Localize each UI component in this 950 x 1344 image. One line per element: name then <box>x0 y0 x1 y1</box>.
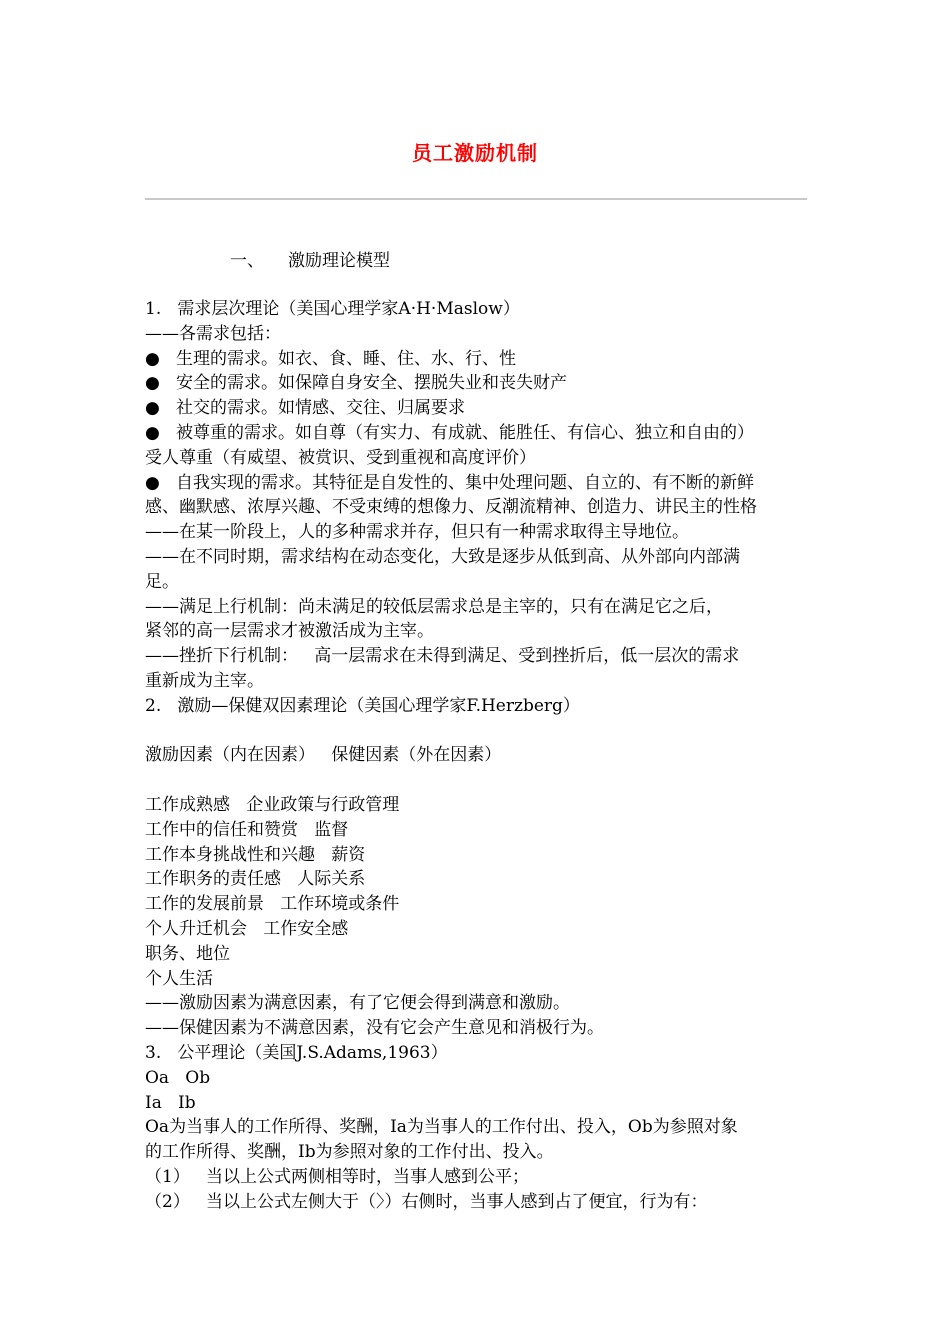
text-line: ——各需求包括： <box>145 323 281 344</box>
blank-line <box>145 719 813 744</box>
section-heading <box>230 246 390 271</box>
text-line: ——满足上行机制：尚未满足的较低层需求总是主宰的，只有在满足它之后， <box>145 596 723 617</box>
text-line: ——在某一阶段上，人的多种需求并存，但只有一种需求取得主导地位。 <box>145 522 689 543</box>
text-line: 工作的发展前景 工作环境或条件 <box>145 894 400 915</box>
text-line: 感、幽默感、浓厚兴趣、不受束缚的想像力、反潮流精神、创造力、讲民主的性格 <box>145 497 757 518</box>
document-body <box>145 297 813 1214</box>
text-line: 1. 需求层次理论（美国心理学家A·H·Maslow） <box>145 299 520 319</box>
section-number: 一、 <box>230 251 264 271</box>
text-line: ——在不同时期，需求结构在动态变化，大致是逐步从低到高、从外部向内部满 <box>145 546 740 567</box>
text-line: Oa Ob <box>145 1067 211 1088</box>
text-line: Oa为当事人的工作所得、奖酬，Ia为当事人的工作付出、投入，Ob为参照对象 <box>145 1117 738 1138</box>
text-line: ● 社交的需求。如情感、交往、归属要求 <box>145 398 466 419</box>
text-line: （2） 当以上公式左侧大于（〉）右侧时，当事人感到占了便宜，行为有： <box>145 1191 708 1212</box>
text-line: ● 被尊重的需求。如自尊（有实力、有成就、能胜任、有信心、独立和自由的） <box>145 422 755 443</box>
section-heading-text: 激励理论模型 <box>288 251 390 271</box>
text-line: 激励因素（内在因素） 保健因素（外在因素） <box>145 745 502 766</box>
text-line: 重新成为主宰。 <box>145 670 264 691</box>
text-line: （1） 当以上公式两侧相等时，当事人感到公平； <box>145 1166 530 1187</box>
text-line: 受人尊重（有威望、被赏识、受到重视和高度评价） <box>145 447 536 468</box>
text-line: ——激励因素为满意因素，有了它便会得到满意和激励。 <box>145 993 570 1014</box>
text-line: ——保健因素为不满意因素，没有它会产生意见和消极行为。 <box>145 1018 604 1039</box>
blank-line <box>145 768 813 793</box>
text-line: 的工作所得、奖酬，Ib为参照对象的工作付出、投入。 <box>145 1142 554 1163</box>
text-line: ● 安全的需求。如保障自身安全、摆脱失业和丧失财产 <box>145 373 568 394</box>
text-line: 职务、地位 <box>145 943 230 964</box>
text-line: 工作职务的责任感 人际关系 <box>145 869 366 890</box>
document-title: 员工激励机制 <box>412 141 538 165</box>
text-line: 2. 激励—保健双因素理论（美国心理学家F.Herzberg） <box>145 695 580 716</box>
text-line: 个人生活 <box>145 968 213 989</box>
text-line: 工作成熟感 企业政策与行政管理 <box>145 794 400 815</box>
text-line: 紧邻的高一层需求才被激活成为主宰。 <box>145 621 434 642</box>
text-line: 3. 公平理论（美国J.S.Adams,1963） <box>145 1042 448 1063</box>
title-divider <box>145 198 807 200</box>
text-line: ● 自我实现的需求。其特征是自发性的、集中处理问题、自立的、有不断的新鲜 <box>145 472 755 493</box>
text-line: Ia Ib <box>145 1092 196 1113</box>
text-line: ——挫折下行机制： 高一层需求在未得到满足、受到挫折后，低一层次的需求 <box>145 646 740 667</box>
text-line: 足。 <box>145 571 179 592</box>
text-line: 工作中的信任和赞赏 监督 <box>145 819 349 840</box>
text-line: 个人升迁机会 工作安全感 <box>145 918 349 939</box>
text-line: 工作本身挑战性和兴趣 薪资 <box>145 844 366 865</box>
text-line: ● 生理的需求。如衣、食、睡、住、水、行、性 <box>145 348 517 369</box>
